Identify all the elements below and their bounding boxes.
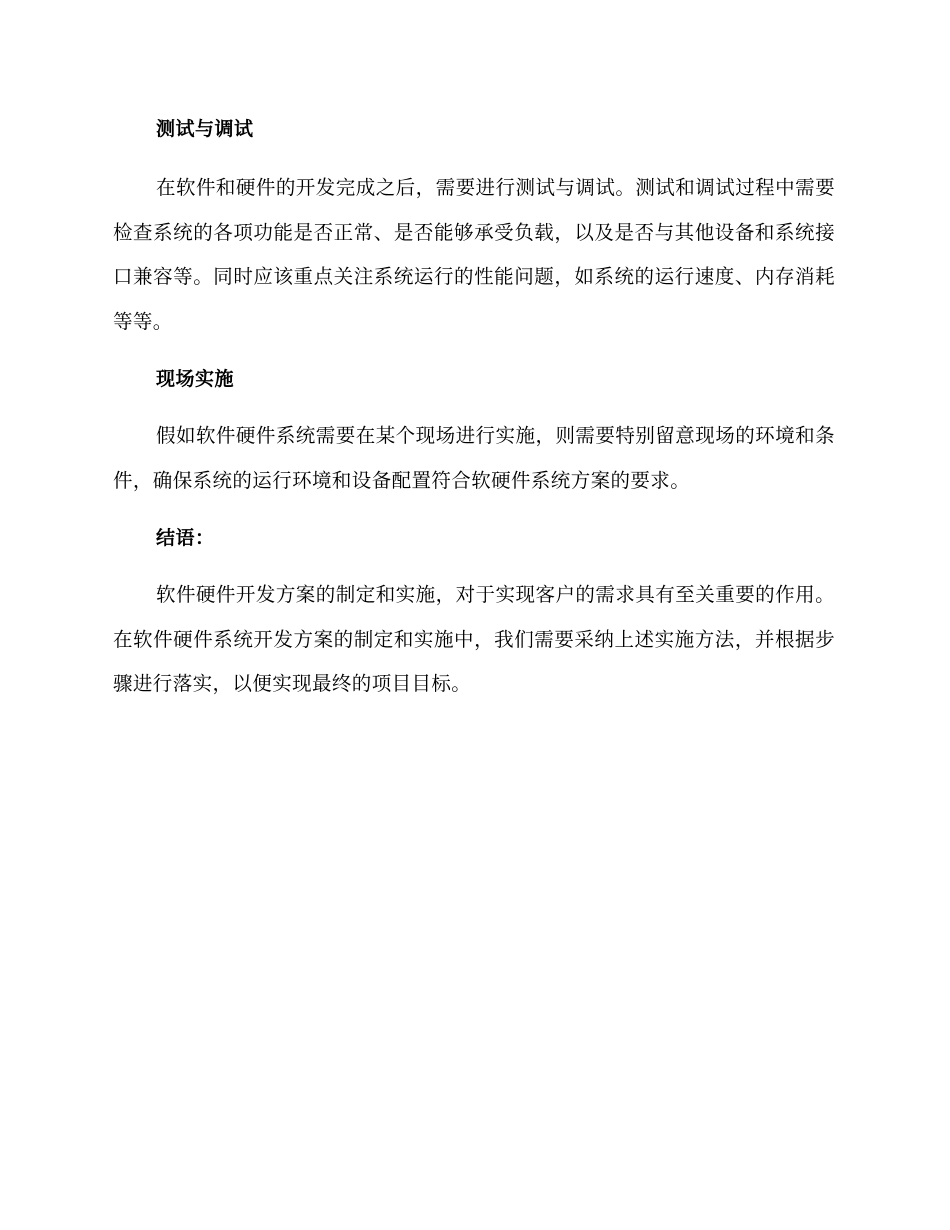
section-heading-onsite: 现场实施 bbox=[156, 368, 235, 390]
section-body-conclusion: 软件硬件开发方案的制定和实施，对于实现客户的需求具有至关重要的作用。在软件硬件系统开发方案的制定和实施中，我们需要采纳上述实施方法，并根据步骤进行落实，以便实现最终的项目目标。 bbox=[113, 583, 835, 695]
document-page bbox=[113, 112, 835, 707]
section-heading-conclusion: 结语： bbox=[156, 527, 215, 549]
section-body-testing: 在软件和硬件的开发完成之后，需要进行测试与调试。测试和调试过程中需要检查系统的各项功能是否正常、是否能够承受负载，以及是否与其他设备和系统接口兼容等。同时应该重点关注系统运行的性能问题，如系统的运行速度、内存消耗等等。 bbox=[113, 176, 835, 333]
section-body-onsite: 假如软件硬件系统需要在某个现场进行实施，则需要特别留意现场的环境和条件，确保系统的运行环境和设备配置符合软硬件系统方案的要求。 bbox=[113, 424, 835, 492]
section-heading-testing: 测试与调试 bbox=[156, 118, 254, 140]
